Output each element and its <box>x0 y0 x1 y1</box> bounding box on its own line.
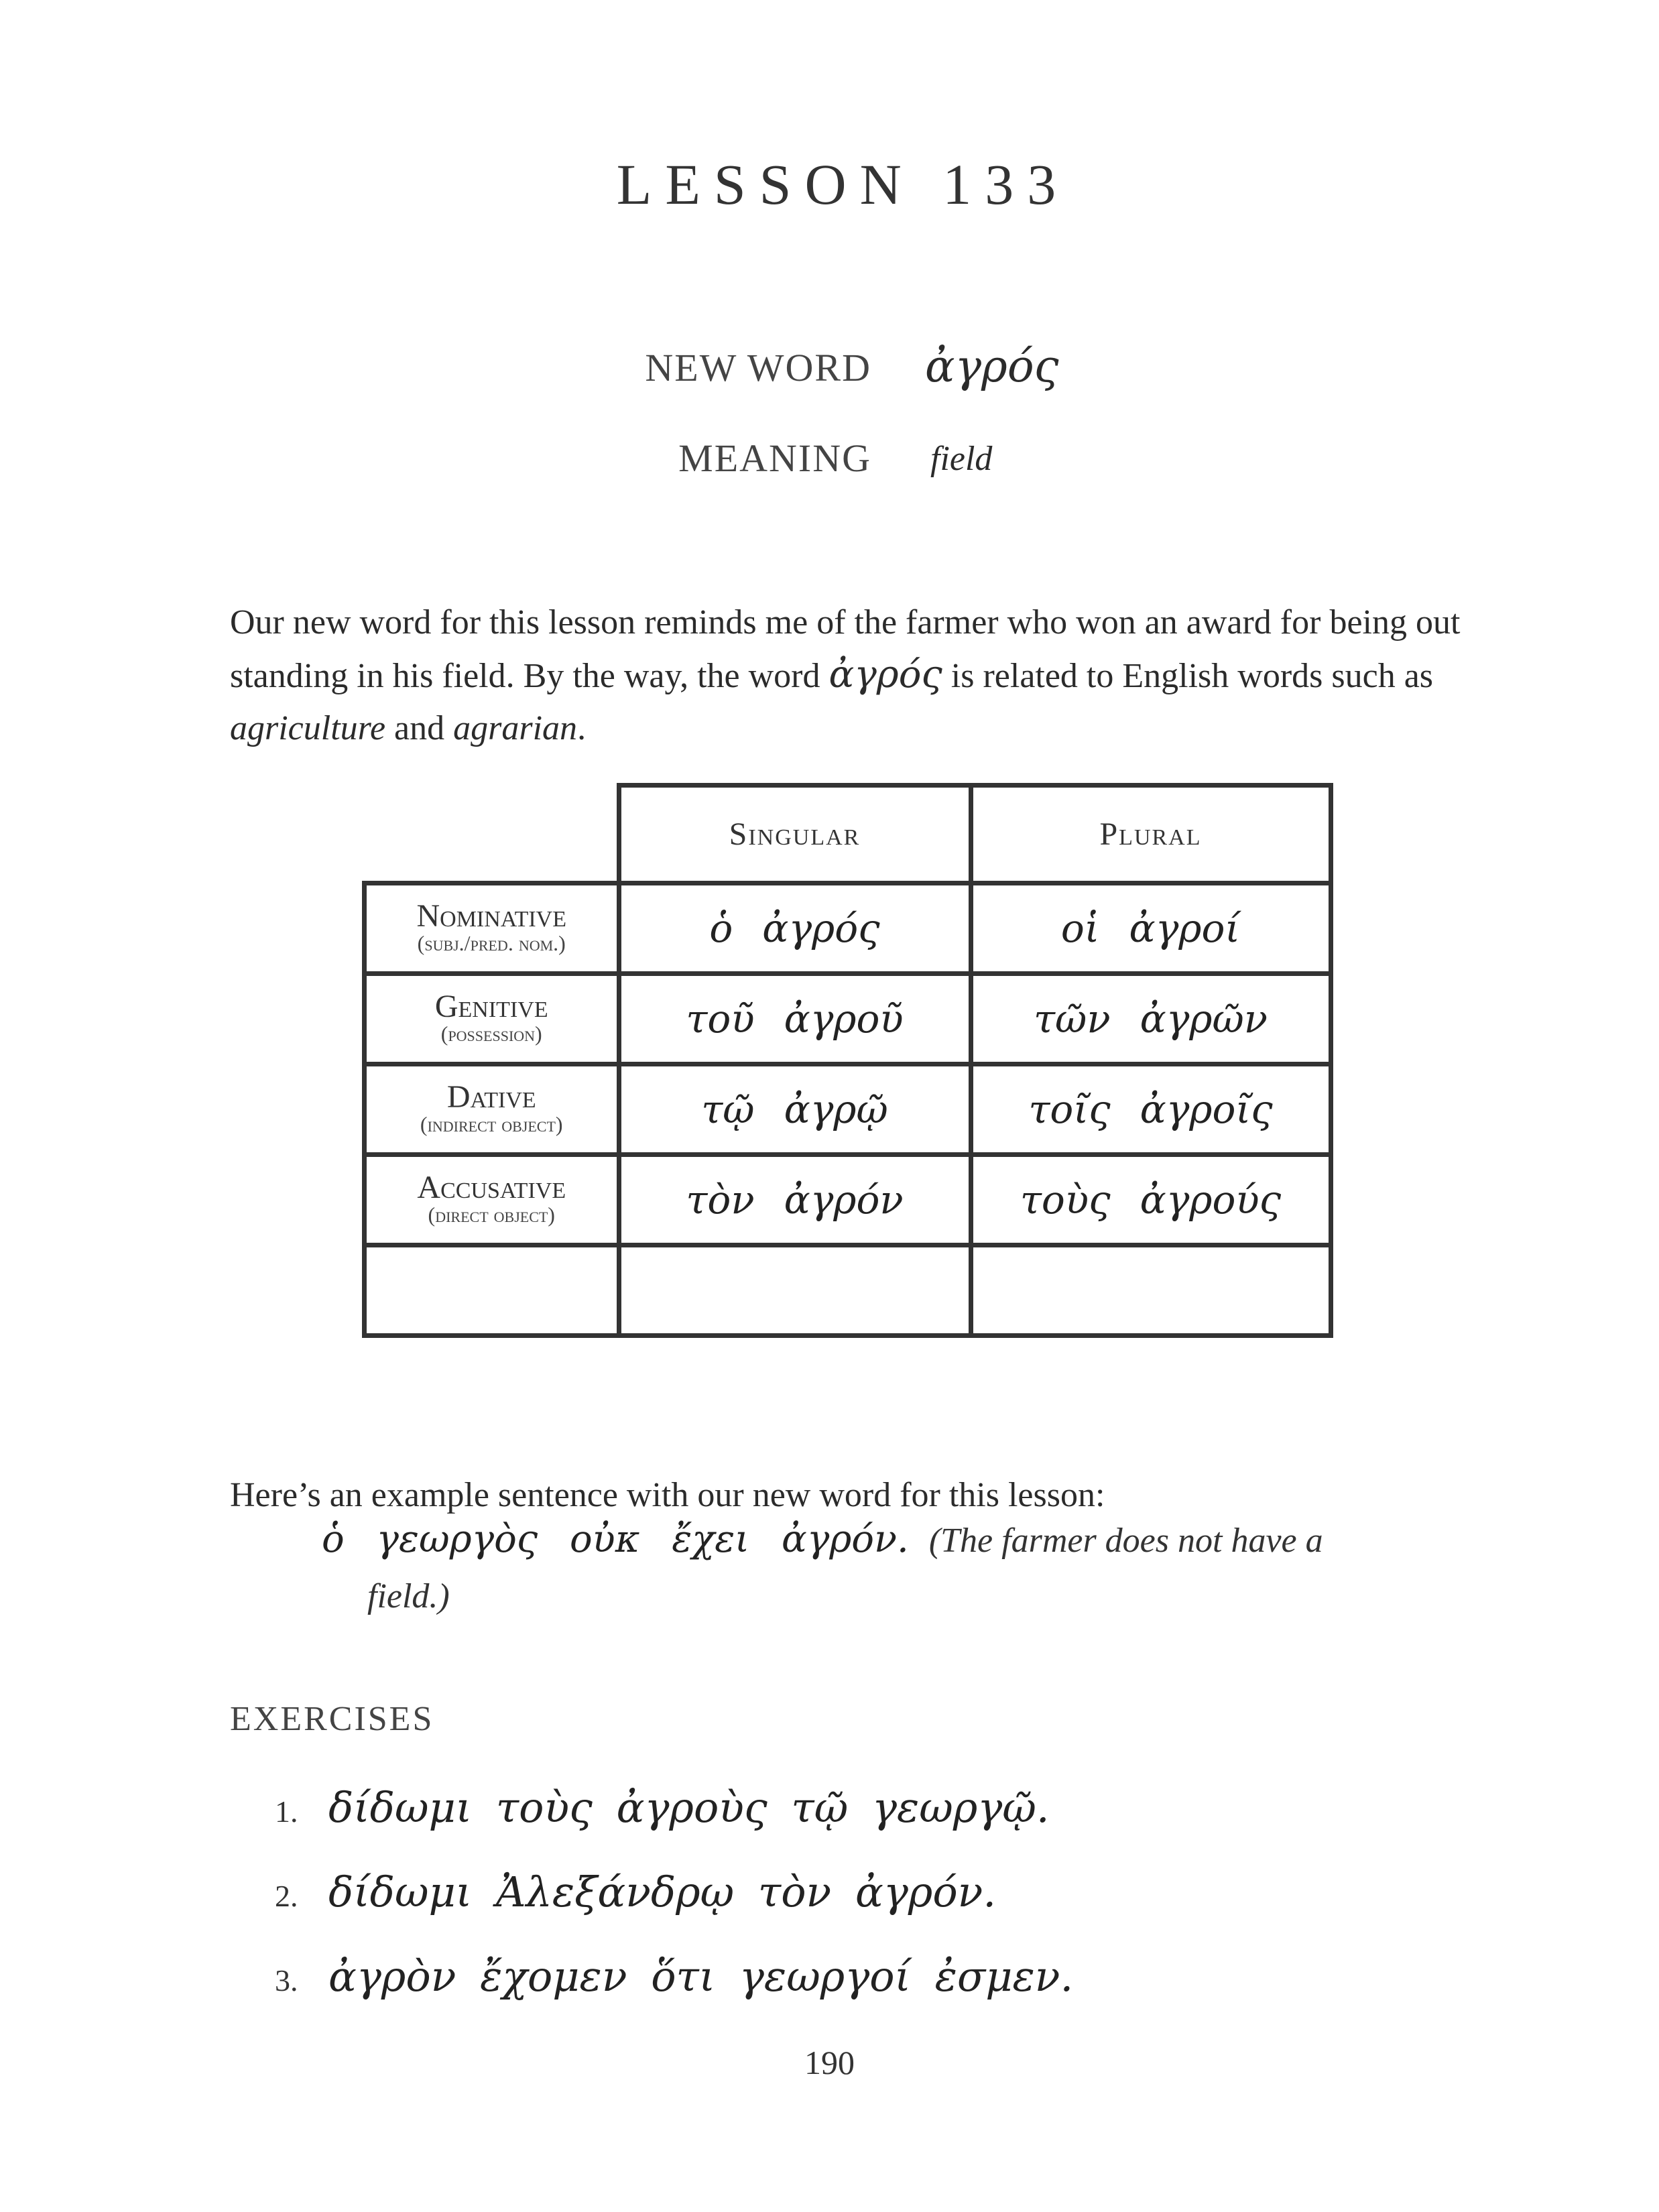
case-name: Nominative <box>416 898 567 934</box>
exercise-text: ἀγρὸν ἔχομεν ὅτι γεωργοί ἐσμεν. <box>328 1952 1074 2001</box>
dative-plural <box>971 1064 1331 1155</box>
noun-form: ἀγρός <box>762 906 880 951</box>
intro-text-1: Our new word for this lesson reminds me of the farmer who won an award for being out standing in his field. By the way, the word <box>230 603 1461 695</box>
article: τοὺς <box>1020 1177 1111 1223</box>
example-greek: ὁ γεωργὸς οὐκ ἔχει ἀγρόν. <box>322 1518 909 1561</box>
example-intro: Here’s an example sentence with our new word for this lesson: <box>230 1476 1105 1514</box>
table-header-row <box>365 786 1331 883</box>
empty-cell <box>971 1245 1331 1336</box>
new-word-label: NEW WORD <box>645 346 871 389</box>
case-name: Dative <box>446 1079 536 1115</box>
article: τοῦ <box>686 996 755 1042</box>
empty-cell <box>365 1245 619 1336</box>
article: τῶν <box>1033 996 1111 1042</box>
nominative-plural <box>971 883 1331 974</box>
empty-cell <box>619 1245 971 1336</box>
noun-form: ἀγροῖς <box>1140 1087 1273 1132</box>
exercise-text: δίδωμι τοὺς ἀγροὺς τῷ γεωργῷ. <box>328 1783 1050 1832</box>
exercise-number: 2. <box>275 1879 298 1913</box>
exercise-item <box>275 1783 1481 1867</box>
nominative-singular <box>619 883 971 974</box>
article: τοῖς <box>1028 1087 1111 1132</box>
intro-text-2: is related to English words such as <box>942 657 1434 695</box>
noun-form: ἀγρόν <box>784 1177 904 1223</box>
article: τὸν <box>686 1177 755 1223</box>
genitive-singular <box>619 974 971 1064</box>
case-note: (subj./pred. nom.) <box>417 931 566 955</box>
table-corner-cell <box>365 786 619 883</box>
example-translation: (The farmer does not have a <box>928 1522 1323 1560</box>
table-row-empty <box>365 1245 1331 1336</box>
intro-text-3: and <box>385 709 454 747</box>
singular-header: Singular <box>619 786 971 883</box>
genitive-plural <box>971 974 1331 1064</box>
example-translation-continued: field.) <box>367 1577 450 1615</box>
case-name: Accusative <box>417 1170 566 1205</box>
intro-paragraph <box>230 597 1463 755</box>
intro-emphasis-agriculture: agriculture <box>230 709 386 747</box>
case-label-genitive <box>365 974 619 1064</box>
exercises-list <box>275 1783 1481 2036</box>
new-word-value: ἀγρός <box>925 341 1059 392</box>
exercise-item <box>275 1952 1481 2036</box>
exercise-item <box>275 1867 1481 1952</box>
meaning-label: MEANING <box>678 436 871 480</box>
noun-form: ἀγροί <box>1129 906 1241 951</box>
noun-form: ἀγρῶν <box>1140 996 1268 1042</box>
table-row-nominative <box>365 883 1331 974</box>
intro-greek-word: ἀγρός <box>828 653 942 696</box>
case-note: (possession) <box>440 1022 542 1046</box>
case-label-nominative <box>365 883 619 974</box>
example-sentence <box>322 1512 1468 1617</box>
lesson-title: LESSON 133 <box>616 152 1070 217</box>
noun-form: ἀγρῷ <box>784 1087 888 1132</box>
declension-table <box>362 783 1333 1338</box>
plural-header: Plural <box>971 786 1331 883</box>
noun-form: ἀγροῦ <box>784 996 904 1042</box>
case-note: (indirect object) <box>420 1112 563 1136</box>
accusative-plural <box>971 1155 1331 1245</box>
accusative-singular <box>619 1155 971 1245</box>
case-label-dative <box>365 1064 619 1155</box>
intro-emphasis-agrarian: agrarian <box>453 709 578 747</box>
exercise-number: 1. <box>275 1794 298 1829</box>
article: οἱ <box>1060 906 1100 951</box>
dative-singular <box>619 1064 971 1155</box>
table-row-accusative <box>365 1155 1331 1245</box>
article: τῷ <box>701 1087 755 1132</box>
case-label-accusative <box>365 1155 619 1245</box>
table-row-genitive <box>365 974 1331 1064</box>
page-number: 190 <box>804 2044 855 2081</box>
table-row-dative <box>365 1064 1331 1155</box>
exercise-number: 3. <box>275 1963 298 1998</box>
meaning-value: field <box>930 440 993 478</box>
noun-form: ἀγρούς <box>1140 1177 1282 1223</box>
intro-text-4: . <box>577 709 587 747</box>
article: ὁ <box>709 906 733 951</box>
exercise-text: δίδωμι Ἀλεξάνδρῳ τὸν ἀγρόν. <box>328 1867 997 1916</box>
case-note: (direct object) <box>428 1203 555 1227</box>
case-name: Genitive <box>434 989 548 1024</box>
exercises-heading: EXERCISES <box>230 1700 434 1738</box>
